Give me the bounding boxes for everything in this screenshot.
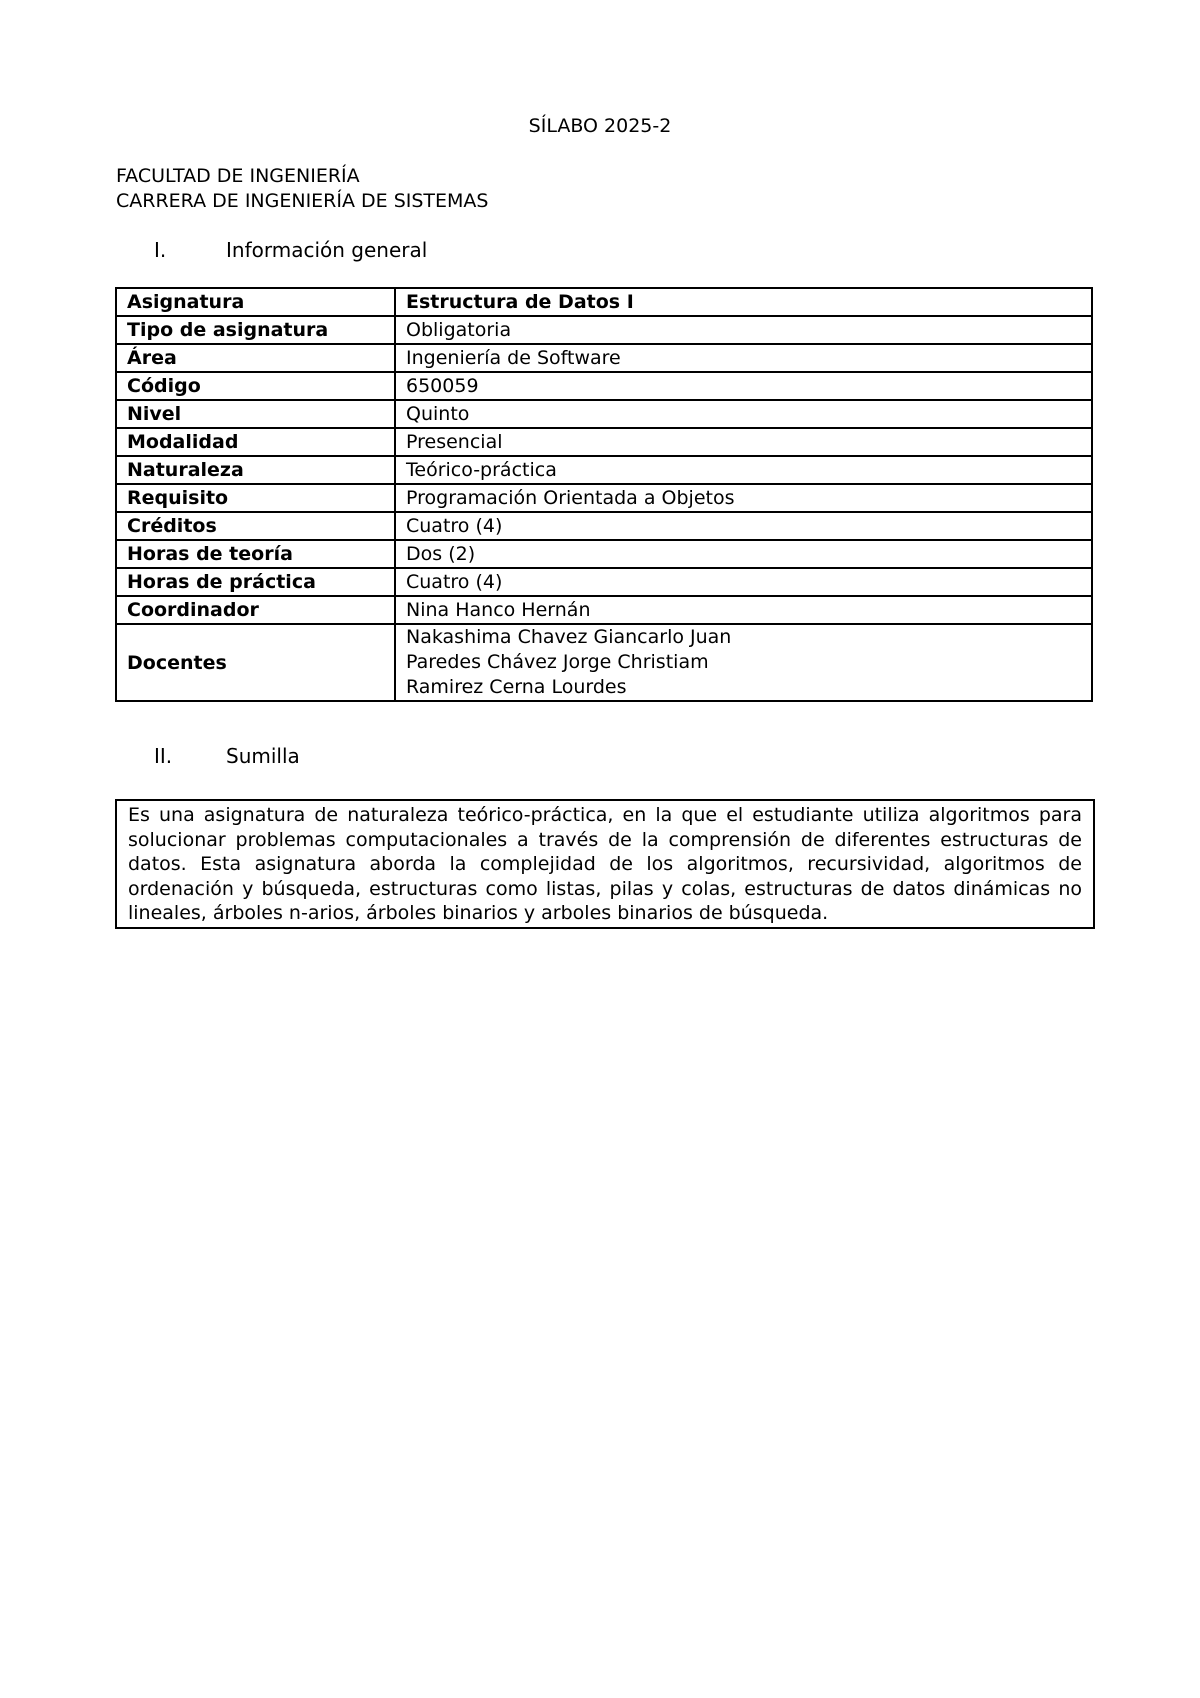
section-heading-sumilla <box>154 744 300 768</box>
row-label: Tipo de asignatura <box>116 316 395 344</box>
general-info-table <box>115 287 1093 702</box>
table-row <box>116 288 1092 316</box>
section-number: II. <box>154 744 173 768</box>
docente-name: Nakashima Chavez Giancarlo Juan <box>406 626 732 648</box>
section-heading-general-info <box>154 238 427 262</box>
table-row <box>116 512 1092 540</box>
row-value: Estructura de Datos I <box>395 288 1092 316</box>
row-value: Presencial <box>395 428 1092 456</box>
row-label: Créditos <box>116 512 395 540</box>
table-row <box>116 400 1092 428</box>
table-row <box>116 540 1092 568</box>
row-label: Horas de teoría <box>116 540 395 568</box>
sumilla-text: Es una asignatura de naturaleza teórico-práctica, en la que el estudiante utiliza algoritmos para solucionar problemas computacionales a través de la comprensión de diferentes estructuras de datos. Esta asignatura aborda la complejidad de los algoritmos, recursividad, algoritmos de ordenación y búsqueda, estructuras como listas, pilas y colas, estructuras de datos dinámicas no lineales, árboles n-arios, árboles binarios y arboles binarios de búsqueda. <box>115 799 1095 929</box>
section-number: I. <box>154 238 167 262</box>
table-row <box>116 344 1092 372</box>
row-label: Coordinador <box>116 596 395 624</box>
table-row <box>116 568 1092 596</box>
row-value: Dos (2) <box>395 540 1092 568</box>
docente-name: Ramirez Cerna Lourdes <box>406 676 627 698</box>
row-label: Requisito <box>116 484 395 512</box>
row-value: Teórico-práctica <box>395 456 1092 484</box>
document-title: SÍLABO 2025-2 <box>528 115 672 137</box>
row-label: Asignatura <box>116 288 395 316</box>
row-label: Horas de práctica <box>116 568 395 596</box>
row-value: Programación Orientada a Objetos <box>395 484 1092 512</box>
row-value: Cuatro (4) <box>395 512 1092 540</box>
row-value: Obligatoria <box>395 316 1092 344</box>
table-row <box>116 428 1092 456</box>
table-row <box>116 456 1092 484</box>
row-label: Código <box>116 372 395 400</box>
row-label: Modalidad <box>116 428 395 456</box>
faculty-name: FACULTAD DE INGENIERÍA <box>116 165 360 187</box>
section-title: Sumilla <box>226 744 300 768</box>
row-value: Nina Hanco Hernán <box>395 596 1092 624</box>
table-row <box>116 484 1092 512</box>
section-title: Información general <box>226 238 428 262</box>
row-value: Cuatro (4) <box>395 568 1092 596</box>
row-label: Área <box>116 344 395 372</box>
row-value: 650059 <box>395 372 1092 400</box>
row-label: Nivel <box>116 400 395 428</box>
table-row <box>116 596 1092 624</box>
table-row-docentes <box>116 624 1092 701</box>
table-row <box>116 316 1092 344</box>
row-label: Docentes <box>116 624 395 701</box>
row-value: Quinto <box>395 400 1092 428</box>
docentes-list <box>395 624 1092 701</box>
row-value: Ingeniería de Software <box>395 344 1092 372</box>
career-name: CARRERA DE INGENIERÍA DE SISTEMAS <box>116 190 489 212</box>
table-row <box>116 372 1092 400</box>
row-label: Naturaleza <box>116 456 395 484</box>
docente-name: Paredes Chávez Jorge Christiam <box>406 651 709 673</box>
